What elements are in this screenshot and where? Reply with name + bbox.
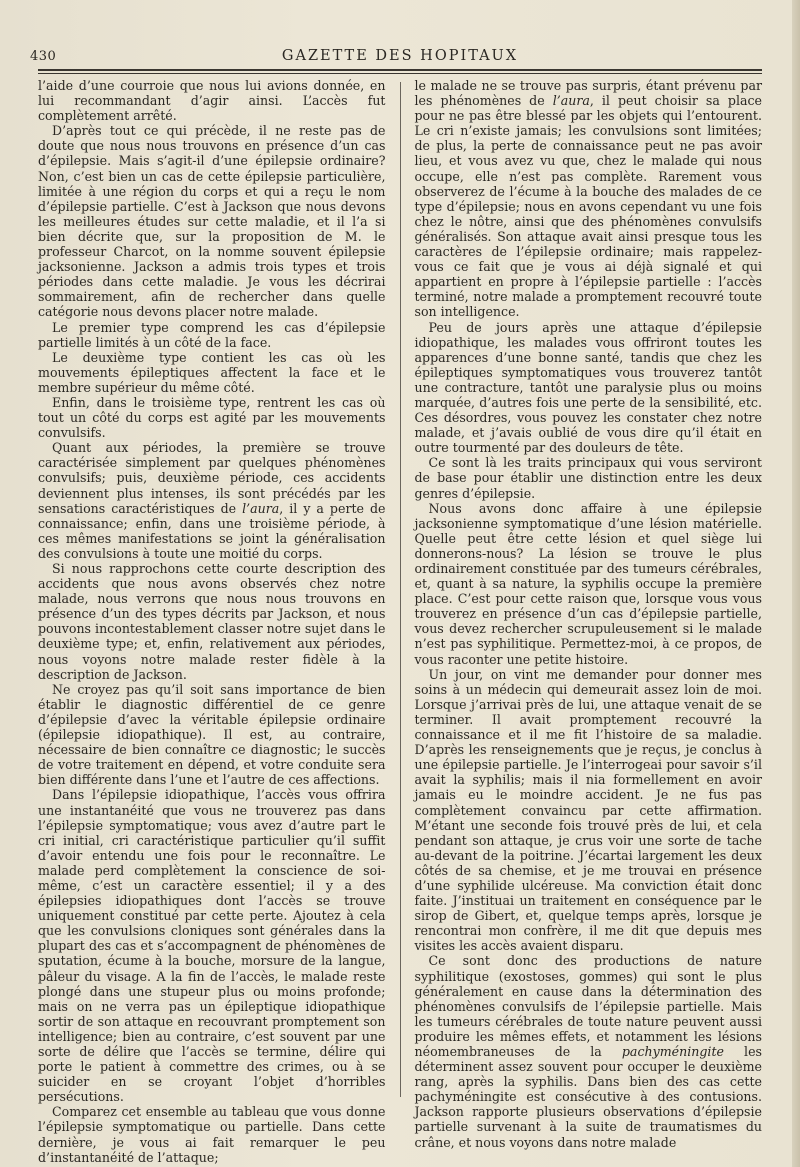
paragraph-text: , il peut choisir sa place pour ne pas être blessé par les objets qui l’entourent. Le cri n’existe jamais; les convulsions sont limitées; de plus, la perte de connaissance peut ne pas avoir lieu, et vous avez vu que, chez le malade qui nous occupe, elle n’est pas complète. Rarement vous observerez de l’écume à la bouche des malades de ce type d’épilepsie; nous en avons cependant vu une fois chez le nôtre, ainsi que des phénomènes convulsifs généralisés. Son attaque avait ainsi presque tous les caractères de l’épilepsie ordinaire; mais rappelez-vous ce fait que je vous ai déjà signalé et qui appartient en propre à l’épilepsie partielle : l’accès terminé, notre malade a promptement recouvré toute son intelligence. [414, 93, 762, 320]
paragraph: Si nous rapprochons cette courte description des accidents que nous avons observés chez notre malade, nous verrons que nous nous trouvons en présence d’un des types décrits par Jackson, et nous pouvons incontestablement classer notre sujet dans le deuxième type; et, enfin, relativement aux périodes, nous voyons notre malade rester fidèle à la description de Jackson. [38, 561, 386, 682]
paragraph [415, 953, 763, 1149]
page-number: 430 [30, 48, 57, 64]
paragraph [38, 1104, 386, 1164]
paragraph-text: , il y a perte de connaissance; enfin, dans une troisième période, à ces mêmes manifestations se joint la généralisation des convulsions à toute une moitié du corps. [38, 500, 386, 561]
paragraph: Enfin, dans le troisième type, rentrent les cas où tout un côté du corps est agité par les mouvements convulsifs. [38, 394, 386, 441]
paragraph: Dans l’épilepsie idiopathique, l’accès vous offrira une instantanéité que vous ne trouverez pas dans l’épilepsie symptomatique; vous avez d’autre part le cri initial, cri caractéristique particulier qu’il suffit d’avoir entendu une fois pour le reconnaître. Le malade perd complètement la conscience de soi-même, c’est un caractère essentiel; il y a des épilepsies idiopathiques dont l’accès se trouve uniquement constitué par cette perte. Ajoutez à cela que les convulsions cloniques sont générales dans la plupart des cas et s’accompagnent de phénomènes de sputation, écume à la bouche, morsure de la langue, pâleur du visage. A la fin de l’accès, le malade reste plongé dans une stupeur plus ou moins profonde; mais on ne verra pas un épileptique idiopathique sortir de son attaque en recouvrant promptement son intelligence; bien au contraire, c’est souvent par une sorte de délire que l’accès se termine, délire qui porte le patient à commettre des crimes, ou à se suicider en se croyant l’objet d’horribles persécutions. [38, 787, 386, 1105]
left-column [38, 78, 386, 1165]
paragraph-text: les déterminent assez souvent pour occuper le deuxième rang, après la syphilis. Dans bien des cas cette pachyméningite est consécutive à des contusions. Jackson rapporte plusieurs observations d’épilepsie partielle survenant à la suite de traumatismes du crâne, et nous voyons dans notre malade [414, 1044, 762, 1150]
page-edge [792, 0, 800, 1167]
right-column [414, 78, 763, 1150]
header-rule-thin [38, 73, 762, 74]
paragraph-text: Quant aux périodes, la première se trouve caractérisée simplement par quelques phénomènes convulsifs; puis, deuxième période, ces accidents deviennent plus intenses, ils sont précédés par les sensations caractéristiques de [38, 440, 386, 516]
paragraph: D’après tout ce qui précède, il ne reste pas de doute que nous nous trouvons en présence d’un cas d’épilepsie. Mais s’agit-il d’une épilepsie ordinaire? Non, c’est bien un cas de cette épilepsie particulière, limitée à une région du corps et qui a reçu le nom d’épilepsie partielle. C’est à Jackson que nous devons les meilleures études sur cette maladie, et il l’a si bien décrite que, sur la proposition de M. le professeur Charcot, on la nomme souvent épilepsie jacksonienne. Jackson a admis trois types et trois périodes dans cette maladie. Je vous les décrirai sommairement, afin de rechercher dans quelle catégorie nous devons placer notre malade. [38, 123, 386, 320]
paragraph-text: Ce sont donc des productions de nature syphilitique (exostoses, gommes) qui sont le plus généralement en cause dans la détermination des phénomènes convulsifs de l’épilepsie partielle. Mais les tumeurs cérébrales de toute nature peuvent aussi produire les mêmes effets, et notamment les lésions néomembraneuses de la [414, 953, 762, 1059]
paragraph: Le deuxième type contient les cas où les mouvements épileptiques affectent la face et le membre supérieur du même côté. [38, 349, 386, 395]
paragraph: Ne croyez pas qu’il soit sans importance de bien établir le diagnostic différentiel de ce genre d’épilepsie d’avec la véritable épilepsie ordinaire (épilepsie idiopathique). Il est, au contraire, nécessaire de bien connaître ce diagnostic; le succès de votre traitement en dépend, et votre conduite sera bien différente dans l’une et l’autre de ces affections. [38, 681, 386, 788]
italic-term: l’aura [552, 93, 590, 109]
paragraph [38, 440, 386, 561]
paragraph: Peu de jours après une attaque d’épilepsie idiopathique, les malades vous offriront toutes les apparences d’une bonne santé, tandis que chez les épileptiques symptomatiques vous trouverez tantôt une contracture, tantôt une paralysie plus ou moins marquée, d’autres fois une perte de la sensibilité, etc. Ces désordres, vous pouvez les constater chez notre malade, et j’avais oublié de vous dire qu’il était en outre tourmenté par des douleurs de tête. [414, 319, 762, 456]
paragraph: l’aide d’une courroie que nous lui avions donnée, en lui recommandant d’agir ainsi. L’accès fut complètement arrêté. [38, 78, 386, 124]
italic-term: l’aura [242, 500, 280, 516]
paragraph: Ce sont là les traits principaux qui vous serviront de base pour établir une distinction entre les deux genres d’épilepsie. [414, 455, 762, 501]
paragraph: Un jour, on vint me demander pour donner mes soins à un médecin qui demeurait assez loin de moi. Lorsque j’arrivai près de lui, une attaque venait de se terminer. Il avait promptement recouvré la connaissance et il me fit l’histoire de sa maladie. D’après les renseignements que je reçus, je conclus à une épilepsie partielle. Je l’interrogeai pour savoir s’il avait la syphilis; mais il nia formellement en avoir jamais eu le moindre accident. Je ne fus pas complètement convaincu par cette affirmation. M’étant une seconde fois trouvé près de lui, et cela pendant son attaque, je crus voir une sorte de tache au-devant de la poitrine. J’écartai largement les deux côtés de sa chemise, et je me trouvai en présence d’une syphilide ulcéreuse. Ma conviction était donc faite. J’instituai un traitement en conséquence par le sirop de Gibert, et, quelque temps après, lorsque je rencontrai mon confrère, il me dit que depuis mes visites les accès avaient disparu. [414, 666, 762, 954]
header-rule [38, 69, 762, 71]
paragraph-text: Comparez cet ensemble au tableau que vous donne l’épilepsie symptomatique ou partielle. Dans cette dernière, je vous ai fait remarquer le peu d’instantanéité de l’attaque; [38, 1104, 386, 1165]
paragraph [415, 78, 763, 320]
paragraph-text: le malade ne se trouve pas surpris, étant prévenu par les phénomènes de [414, 78, 762, 109]
paragraph: Le premier type comprend les cas d’épilepsie partielle limités à un côté de la face. [38, 319, 386, 350]
journal-title: GAZETTE DES HOPITAUX [281, 48, 519, 64]
text-columns [38, 78, 762, 1165]
paragraph: Nous avons donc affaire à une épilepsie jacksonienne symptomatique d’une lésion matérielle. Quelle peut être cette lésion et quel siège lui donnerons-nous? La lésion se trouve le plus ordinairement constituée par des tumeurs cérébrales, et, quant à sa nature, la syphilis occupe la première place. C’est pour cette raison que, lorsque vous vous trouverez en présence d’un cas d’épilepsie partielle, vous devez rechercher scrupuleusement si le malade n’est pas syphilitique. Permettez-moi, à ce propos, de vous raconter une petite histoire. [414, 500, 762, 667]
italic-term: pachyméningite [621, 1044, 724, 1059]
column-divider [400, 82, 401, 1097]
